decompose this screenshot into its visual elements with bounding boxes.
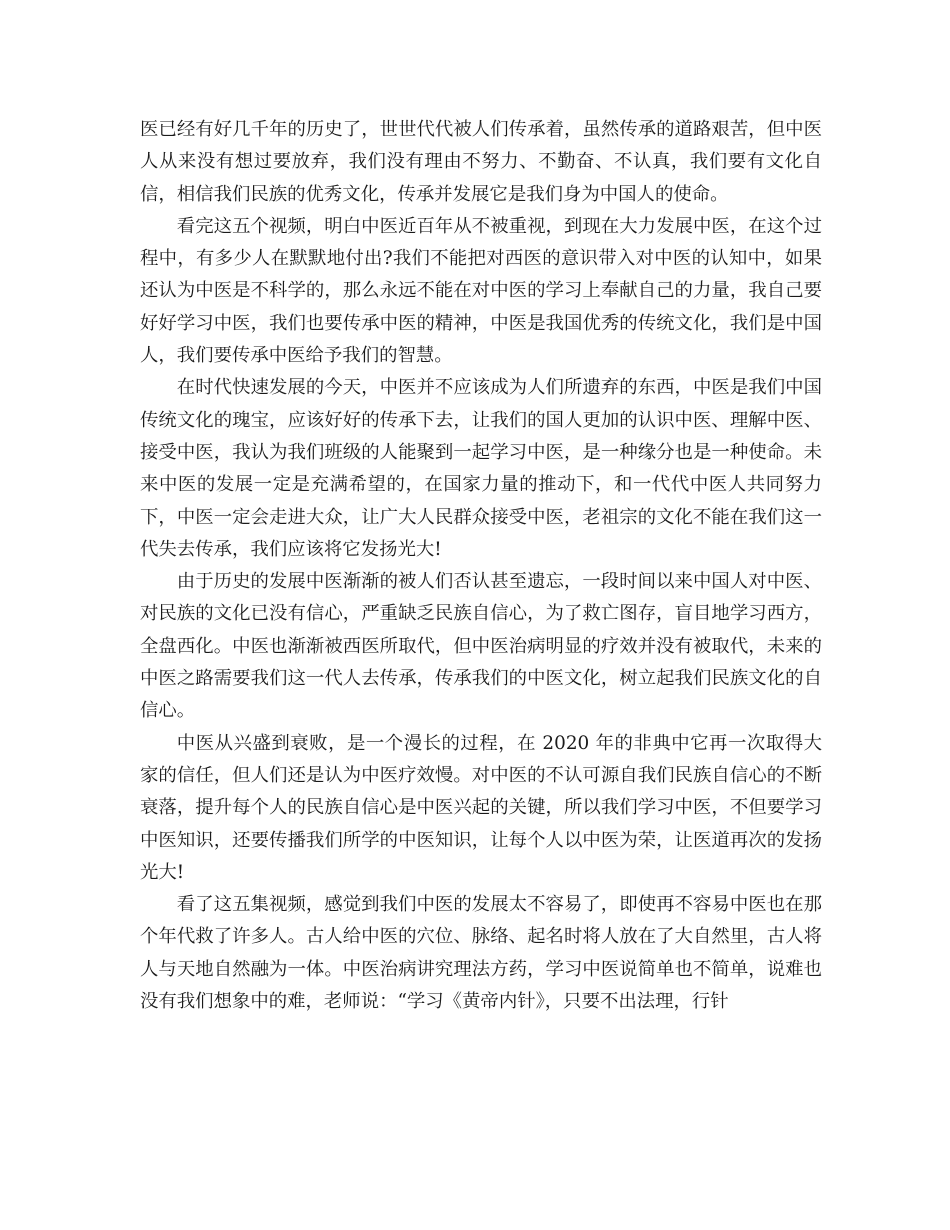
paragraph-4: 由于历史的发展中医渐渐的被人们否认甚至遗忘，一段时间以来中国人对中医、对民族的文化已没有信心，严重缺乏民族自信心，为了救亡图存，盲目地学习西方，全盘西化。中医也渐渐被西医所取代，但中医治病明显的疗效并没有被取代，未来的中医之路需要我们这一代人去传承，传承我们的中医文化，树立起我们民族文化的自信心。 <box>140 571 822 722</box>
paragraph-2: 看完这五个视频，明白中医近百年从不被重视，到现在大力发展中医，在这个过程中，有多少人在默默地付出?我们不能把对西医的意识带入对中医的认知中，如果还认为中医是不科学的，那么永远不能在对中医的学习上奉献自己的力量，我自己要好好学习中医，我们也要传承中医的精神，中医是我国优秀的传统文化，我们是中国人，我们要传承中医给予我们的智慧。 <box>140 215 822 367</box>
paragraph-6: 看了这五集视频，感觉到我们中医的发展太不容易了，即使再不容易中医也在那个年代救了许多人。古人给中医的穴位、脉络、起名时将人放在了大自然里，古人将人与天地自然融为一体。中医治病讲究理法方药，学习中医说简单也不简单，说难也没有我们想象中的难，老师说：“学习《黄帝内针》，只要不出法理，行针 <box>140 894 822 1013</box>
document-page <box>140 114 822 1018</box>
paragraph-3: 在时代快速发展的今天，中医并不应该成为人们所遗弃的东西，中医是我们中国传统文化的瑰宝，应该好好的传承下去，让我们的国人更加的认识中医、理解中医、接受中医，我认为我们班级的人能聚到一起学习中医，是一种缘分也是一种使命。未来中医的发展一定是充满希望的，在国家力量的推动下，和一代代中医人共同努力下，中医一定会走进大众，让广大人民群众接受中医，老祖宗的文化不能在我们这一代失去传承，我们应该将它发扬光大! <box>140 377 822 560</box>
paragraph-1: 医已经有好几千年的历史了，世世代代被人们传承着，虽然传承的道路艰苦，但中医人从来没有想过要放弃，我们没有理由不努力、不勤奋、不认真，我们要有文化自信，相信我们民族的优秀文化，传承并发展它是我们身为中国人的使命。 <box>140 119 822 205</box>
paragraph-5: 中医从兴盛到衰败，是一个漫长的过程，在 2020 年的非典中它再一次取得大家的信任，但人们还是认为中医疗效慢。对中医的不认可源自我们民族自信心的不断衰落，提升每个人的民族自信心是中医兴起的关键，所以我们学习中医，不但要学习中医知识，还要传播我们所学的中医知识，让每个人以中医为荣，让医道再次的发扬光大! <box>140 732 822 883</box>
